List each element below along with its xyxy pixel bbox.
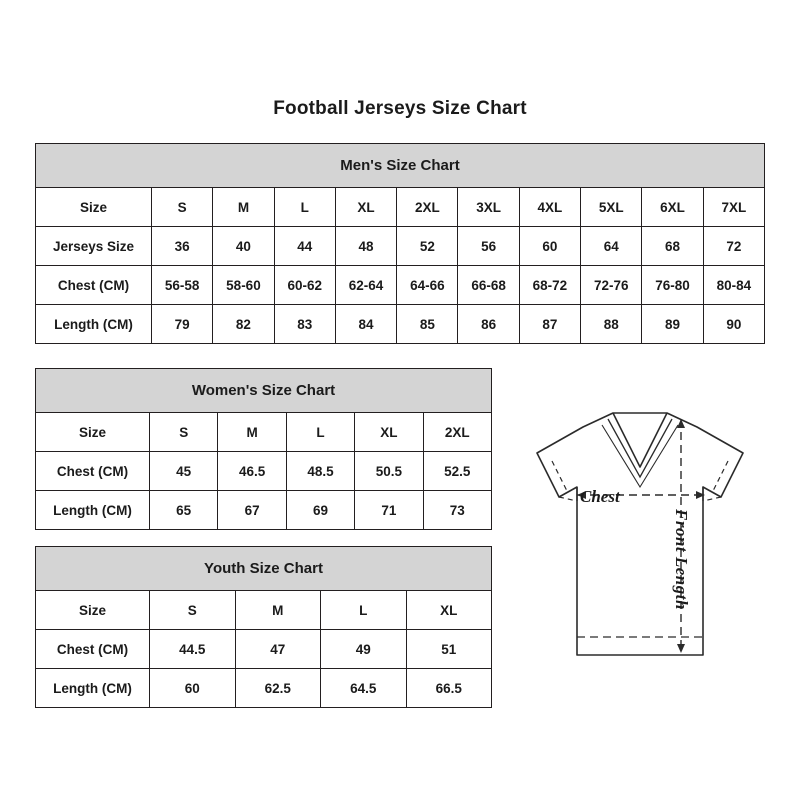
table-cell: 72	[703, 227, 764, 266]
table-cell: 5XL	[581, 188, 642, 227]
page-title: Football Jerseys Size Chart	[273, 98, 527, 119]
table-cell: M	[235, 591, 321, 630]
table-cell: 62.5	[235, 669, 321, 708]
youth-size-chart-caption: Youth Size Chart	[35, 546, 492, 590]
row-label: Chest (CM)	[36, 452, 150, 491]
table-cell: 6XL	[642, 188, 703, 227]
table-cell: 69	[286, 491, 354, 530]
table-cell: 80-84	[703, 266, 764, 305]
table-cell: 52.5	[423, 452, 491, 491]
table-cell: 68-72	[519, 266, 580, 305]
table-cell: 64-66	[397, 266, 458, 305]
table-cell: 60	[150, 669, 236, 708]
table-cell: 44.5	[150, 630, 236, 669]
table-cell: 46.5	[218, 452, 286, 491]
table-cell: 51	[406, 630, 492, 669]
table-cell: 36	[152, 227, 213, 266]
table-cell: 86	[458, 305, 519, 344]
table-cell: 66-68	[458, 266, 519, 305]
table-cell: 85	[397, 305, 458, 344]
table-cell: 7XL	[703, 188, 764, 227]
row-label: Size	[36, 413, 150, 452]
table-row	[36, 305, 765, 344]
table-cell: 68	[642, 227, 703, 266]
chest-measure-label: Chest	[580, 487, 620, 506]
table-cell: M	[213, 188, 274, 227]
table-cell: 58-60	[213, 266, 274, 305]
table-cell: XL	[335, 188, 396, 227]
table-cell: 4XL	[519, 188, 580, 227]
womens-size-chart-table	[35, 368, 492, 530]
table-cell: XL	[355, 413, 423, 452]
table-cell: 83	[274, 305, 335, 344]
womens-size-chart-caption: Women's Size Chart	[35, 368, 492, 412]
table-row	[36, 413, 492, 452]
table-cell: 79	[152, 305, 213, 344]
table-cell: 64.5	[321, 669, 407, 708]
table-cell: 88	[581, 305, 642, 344]
row-label: Length (CM)	[36, 669, 150, 708]
table-cell: 2XL	[397, 188, 458, 227]
table-cell: 84	[335, 305, 396, 344]
table-row	[36, 630, 492, 669]
table-cell: 67	[218, 491, 286, 530]
row-label: Chest (CM)	[36, 630, 150, 669]
table-cell: L	[286, 413, 354, 452]
table-cell: 3XL	[458, 188, 519, 227]
table-cell: 72-76	[581, 266, 642, 305]
table-cell: 45	[150, 452, 218, 491]
table-cell: 64	[581, 227, 642, 266]
table-cell: 82	[213, 305, 274, 344]
table-cell: XL	[406, 591, 492, 630]
table-cell: 89	[642, 305, 703, 344]
table-cell: 76-80	[642, 266, 703, 305]
table-cell: 50.5	[355, 452, 423, 491]
table-cell: 48	[335, 227, 396, 266]
table-cell: 48.5	[286, 452, 354, 491]
table-cell: 40	[213, 227, 274, 266]
table-cell: S	[150, 413, 218, 452]
table-cell: 44	[274, 227, 335, 266]
row-label: Length (CM)	[36, 491, 150, 530]
table-row	[36, 227, 765, 266]
row-label: Size	[36, 188, 152, 227]
table-cell: 56-58	[152, 266, 213, 305]
table-cell: L	[321, 591, 407, 630]
table-cell: 71	[355, 491, 423, 530]
front-length-measure-label: Front Length	[672, 509, 691, 610]
table-cell: S	[152, 188, 213, 227]
table-cell: 66.5	[406, 669, 492, 708]
table-cell: 87	[519, 305, 580, 344]
table-cell: L	[274, 188, 335, 227]
table-cell: 60-62	[274, 266, 335, 305]
table-row	[36, 452, 492, 491]
table-row	[36, 266, 765, 305]
table-cell: 49	[321, 630, 407, 669]
table-row	[36, 669, 492, 708]
jersey-illustration-icon	[505, 405, 775, 680]
table-cell: 90	[703, 305, 764, 344]
table-cell: 2XL	[423, 413, 491, 452]
table-cell: 47	[235, 630, 321, 669]
table-cell: S	[150, 591, 236, 630]
row-label: Chest (CM)	[36, 266, 152, 305]
table-cell: 65	[150, 491, 218, 530]
table-cell: 73	[423, 491, 491, 530]
table-cell: 60	[519, 227, 580, 266]
table-cell: 62-64	[335, 266, 396, 305]
row-label: Size	[36, 591, 150, 630]
mens-size-chart-caption: Men's Size Chart	[35, 143, 765, 187]
table-row	[36, 188, 765, 227]
row-label: Jerseys Size	[36, 227, 152, 266]
jersey-measurement-diagram	[505, 405, 775, 680]
table-cell: 52	[397, 227, 458, 266]
table-cell: 56	[458, 227, 519, 266]
mens-size-chart-table	[35, 143, 765, 344]
table-row	[36, 491, 492, 530]
row-label: Length (CM)	[36, 305, 152, 344]
youth-size-chart-table	[35, 546, 492, 708]
table-row	[36, 591, 492, 630]
table-cell: M	[218, 413, 286, 452]
